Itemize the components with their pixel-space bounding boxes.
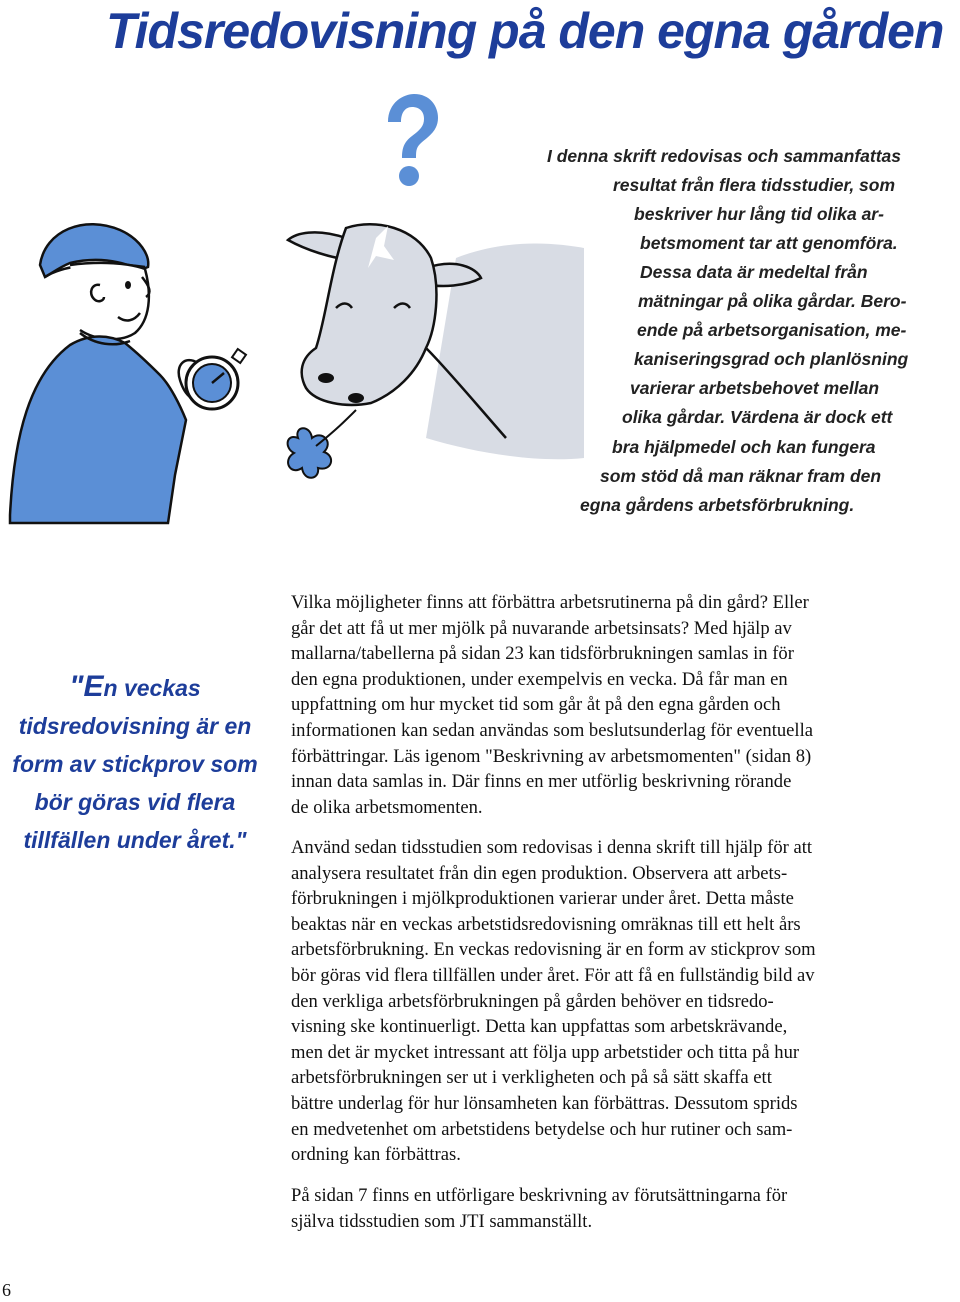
intro-line: I denna skrift redovisas och sammanfattas bbox=[547, 146, 902, 166]
body-line: den egna produktionen, under exempelvis en vecka. Då får man en bbox=[291, 668, 788, 690]
body-line: visning ske kontinuerligt. Detta kan uppfattas som arbetskrävande, bbox=[291, 1016, 788, 1038]
body-line: bör göras vid flera tillfällen under året. För att få en fullständig bild av bbox=[291, 964, 815, 986]
body-line: men det är mycket intressant att följa upp arbetstider och titta på hur bbox=[291, 1041, 800, 1063]
intro-line: bra hjälpmedel och kan fungera bbox=[612, 437, 876, 457]
quote-line: tidsredovisning är en bbox=[18, 713, 252, 739]
intro-line: kaniseringsgrad och planlösning bbox=[634, 349, 909, 369]
body-line: förbättringar. Läs igenom "Beskrivning av arbetsmomenten" (sidan 8) bbox=[291, 745, 812, 767]
body-line: innan data samlas in. Där finns en mer utförlig beskrivning rörande bbox=[291, 771, 792, 793]
body-line: en medvetenhet om arbetstidens betydelse och hur rutiner och sam- bbox=[291, 1118, 793, 1140]
body-line: de olika arbetsmomenten. bbox=[291, 796, 483, 818]
quote-line: n veckas bbox=[103, 675, 201, 701]
intro-line: mätningar på olika gårdar. Bero- bbox=[638, 291, 907, 311]
intro-line: resultat från flera tidsstudier, som bbox=[613, 175, 896, 195]
farmer-illustration bbox=[0, 205, 275, 525]
intro-line: beskriver hur lång tid olika ar- bbox=[634, 204, 884, 224]
body-line: På sidan 7 finns en utförligare beskrivning av förutsättningarna för bbox=[291, 1185, 788, 1206]
body-line: analysera resultatet från din egen produktion. Observera att arbets- bbox=[291, 862, 788, 884]
body-line: arbetsförbrukningen ser ut i verkligheten och på så sätt skaffa ett bbox=[291, 1067, 772, 1089]
body-line: Vilka möjligheter finns att förbättra arbetsrutinerna på din gård? Eller bbox=[291, 592, 809, 613]
body-line: går det att få ut mer mjölk på nuvarande arbetsinsats? Med hjälp av bbox=[291, 617, 792, 639]
body-line: den verkliga arbetsförbrukningen på gården behöver en tidsredo- bbox=[291, 990, 774, 1012]
page-number: 6 bbox=[2, 1280, 11, 1300]
cow-illustration bbox=[276, 198, 586, 503]
body-line: ordning kan förbättras. bbox=[291, 1144, 461, 1166]
intro-line: betsmoment tar att genomföra. bbox=[640, 233, 898, 253]
quote-initial: "E bbox=[69, 670, 104, 703]
quote-line: form av stickprov som bbox=[12, 751, 258, 777]
intro-line: Dessa data är medeltal från bbox=[640, 262, 868, 282]
body-paragraph bbox=[291, 835, 956, 1168]
question-mark-icon bbox=[380, 92, 442, 192]
body-line: förbrukningen i mjölkproduktionen varierar under året. Detta måste bbox=[291, 888, 794, 910]
intro-line: som stöd då man räknar fram den bbox=[600, 466, 882, 486]
body-line: mallarna/tabellerna på sidan 23 kan tidsförbrukningen samlas in för bbox=[291, 643, 794, 665]
body-line: Använd sedan tidsstudien som redovisas i denna skrift till hjälp för att bbox=[291, 837, 813, 858]
page-title: Tidsredovisning på den egna gården bbox=[106, 3, 944, 59]
body-line: arbetsförbrukning. En veckas redovisning är en form av stickprov som bbox=[291, 939, 816, 961]
quote-line: bör göras vid flera bbox=[34, 789, 236, 815]
body-line: beaktas när en veckas arbetstidsredovisning omräknas till ett helt års bbox=[291, 913, 801, 935]
pull-quote bbox=[0, 668, 270, 859]
body-line: själva tidsstudien som JTI sammanställt. bbox=[291, 1210, 593, 1232]
body-line: informationen kan sedan användas som beslutsunderlag för eventuella bbox=[291, 719, 814, 741]
body-paragraph bbox=[291, 590, 956, 820]
body-paragraph bbox=[291, 1183, 956, 1234]
intro-line: olika gårdar. Värdena är dock ett bbox=[622, 407, 893, 427]
body-line: bättre underlag för hur lönsamheten kan förbättras. Dessutom sprids bbox=[291, 1092, 798, 1114]
quote-line: tillfällen under året." bbox=[23, 827, 247, 853]
intro-line: ende på arbetsorganisation, me- bbox=[637, 320, 907, 340]
intro-line: egna gårdens arbetsförbrukning. bbox=[580, 495, 855, 515]
intro-line: varierar arbetsbehovet mellan bbox=[630, 378, 880, 398]
body-line: uppfattning om hur mycket tid som går åt på den egna gården och bbox=[291, 694, 781, 716]
